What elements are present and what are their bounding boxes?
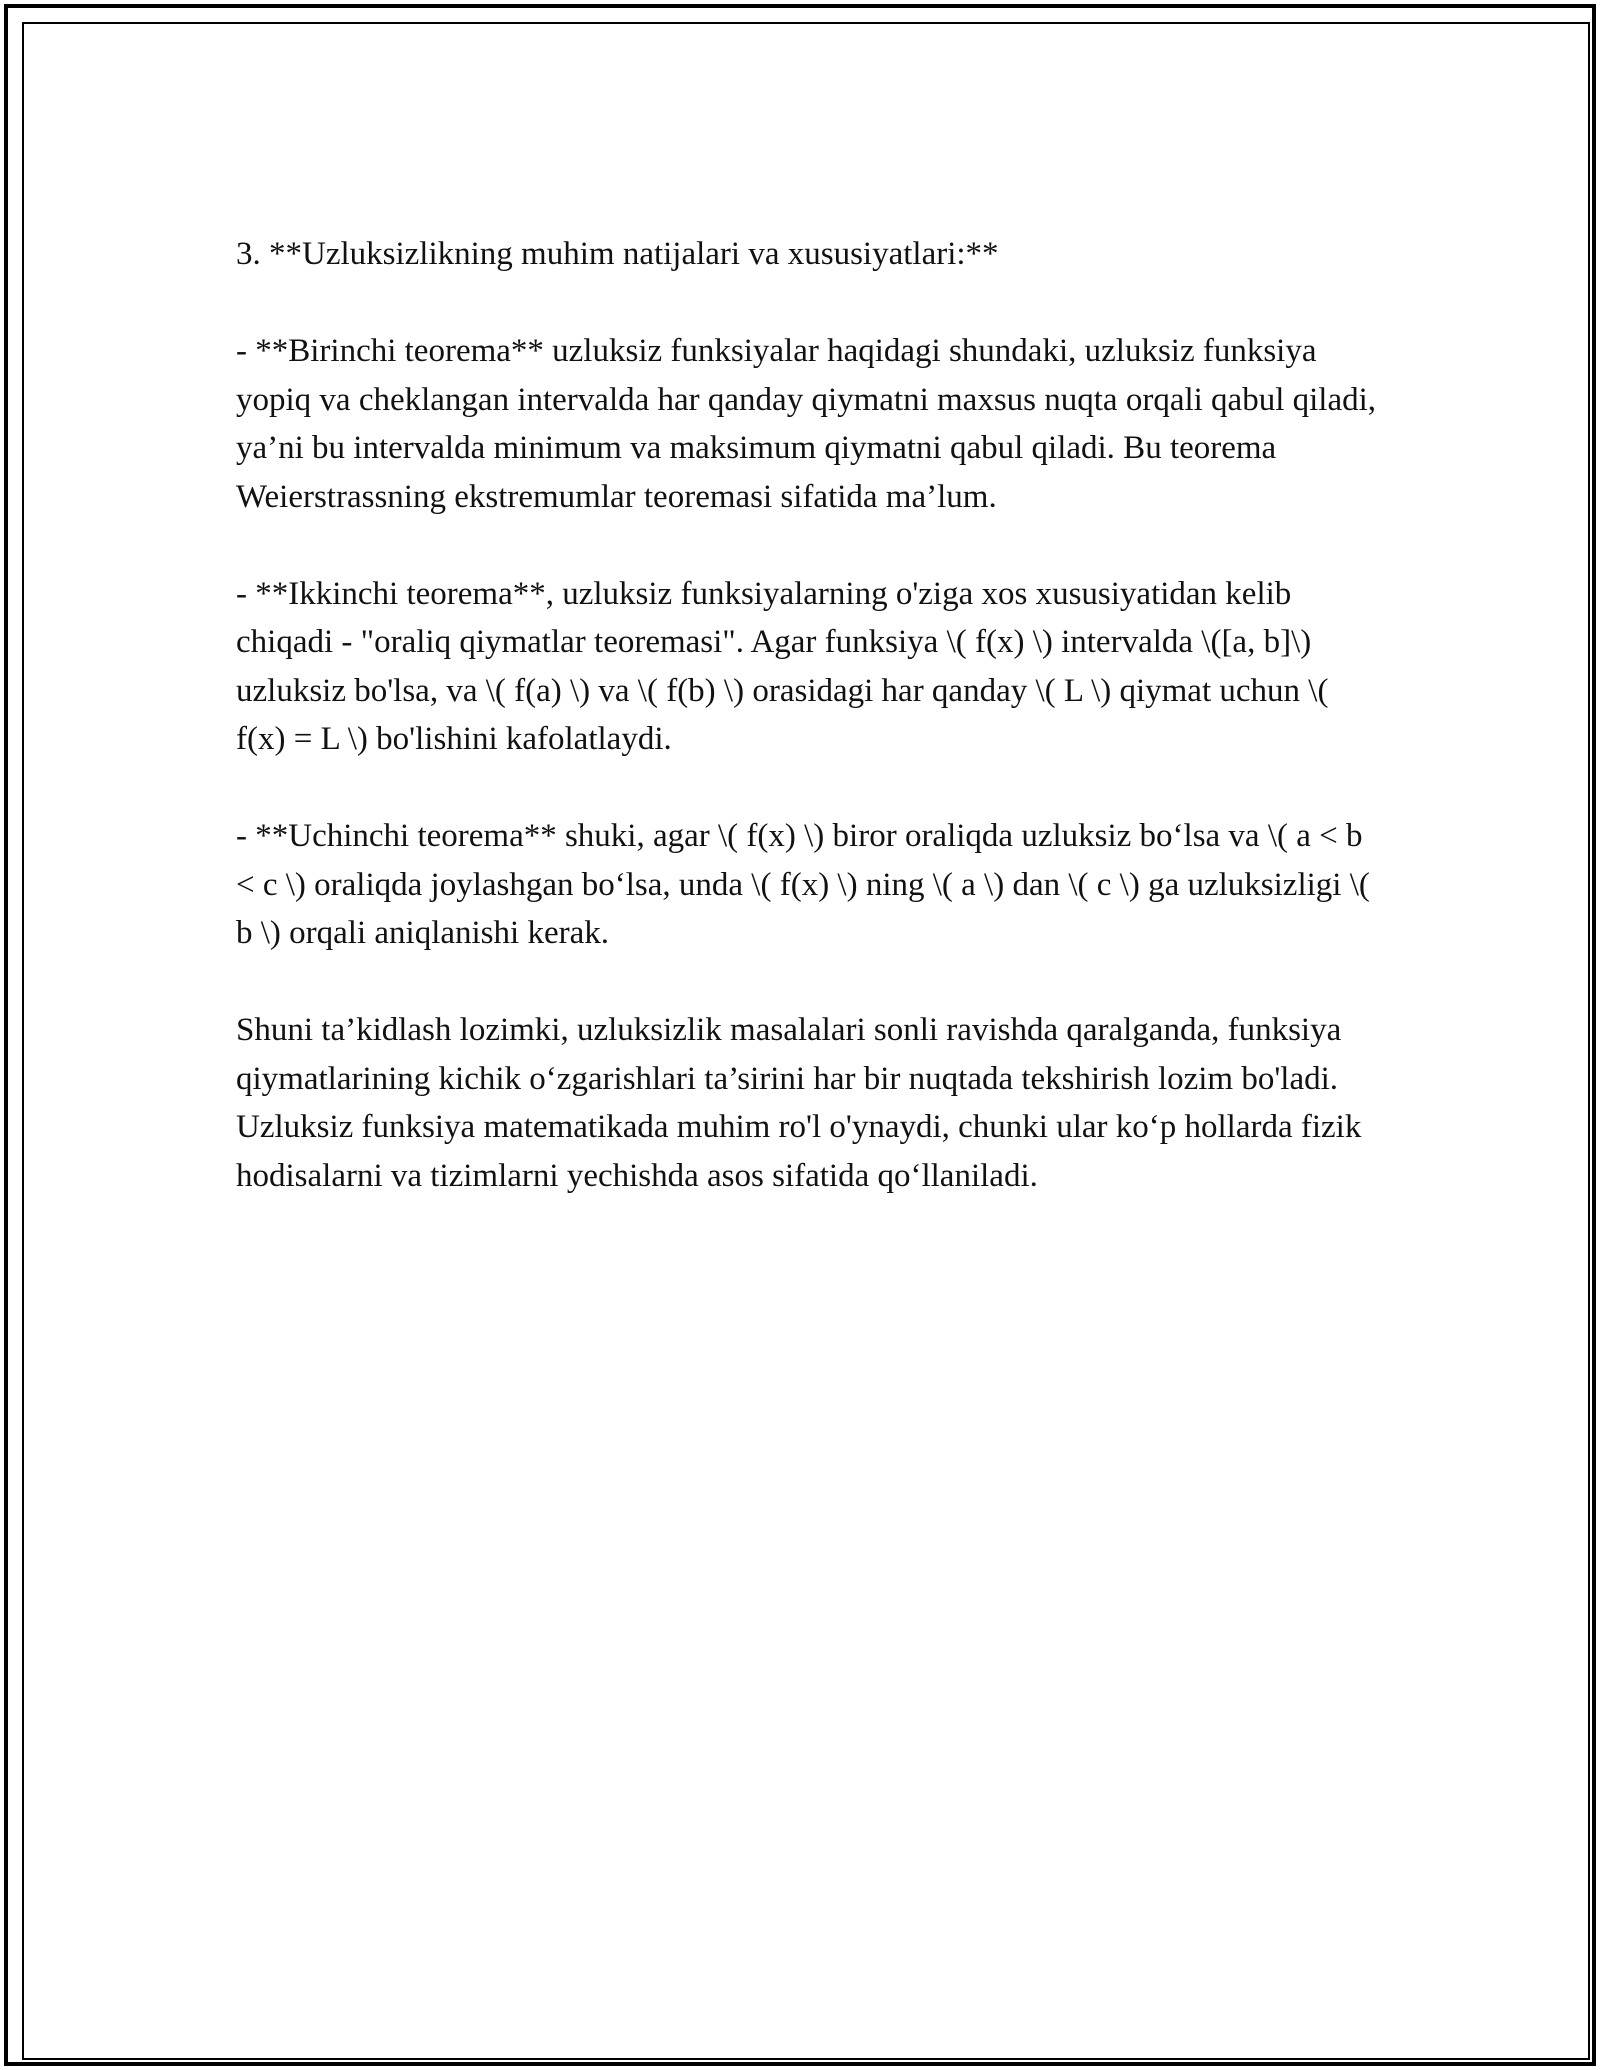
section-heading: 3. **Uzluksizlikning muhim natijalari va xususiyatlari:** [236,236,999,272]
paragraph-third-theorem: - **Uchinchi teorema** shuki, agar \( f(x) \) biror oraliqda uzluksiz bo‘lsa va \( a < b < c \) oraliqda joylashgan bo‘lsa, unda \( f(x) \) ning \( a \) dan \( c \) ga uzluksizligi \( b \) orqali aniqlanishi kerak. [236,818,1370,951]
paragraph-first-theorem: - **Birinchi teorema** uzluksiz funksiyalar haqidagi shundaki, uzluksiz funksiya yopiq va cheklangan intervalda har qanday qiymatni maxsus nuqta orqali qabul qiladi, ya’ni bu intervalda minimum va maksimum qiymatni qabul qiladi. Bu teorema Weierstrassning ekstremumlar teoremasi sifatida ma’lum. [236,333,1377,515]
paragraph-second-theorem: - **Ikkinchi teorema**, uzluksiz funksiyalarning o'ziga xos xususiyatidan kelib chiqadi - "oraliq qiymatlar teoremasi". Agar funksiya \( f(x) \) intervalda \([a, b]\) uzluksiz bo'lsa, va \( f(a) \) va \( f(b) \) orasidagi har qanday \( L \) qiymat uchun \( f(x) = L \) bo'lishini kafolatlaydi. [236,575,1329,757]
paragraph-conclusion: Shuni ta’kidlash lozimki, uzluksizlik masalalari sonli ravishda qaralganda, funksiya qiymatlarining kichik o‘zgarishlari ta’sirini har bir nuqtada tekshirish lozim bo'ladi. Uzluksiz funksiya matematikada muhim ro'l o'ynaydi, chunki ular ko‘p hollarda fizik hodisalarni va tizimlarni yechishda asos sifatida qo‘llaniladi. [236,1012,1362,1194]
document-body [236,230,1376,1249]
